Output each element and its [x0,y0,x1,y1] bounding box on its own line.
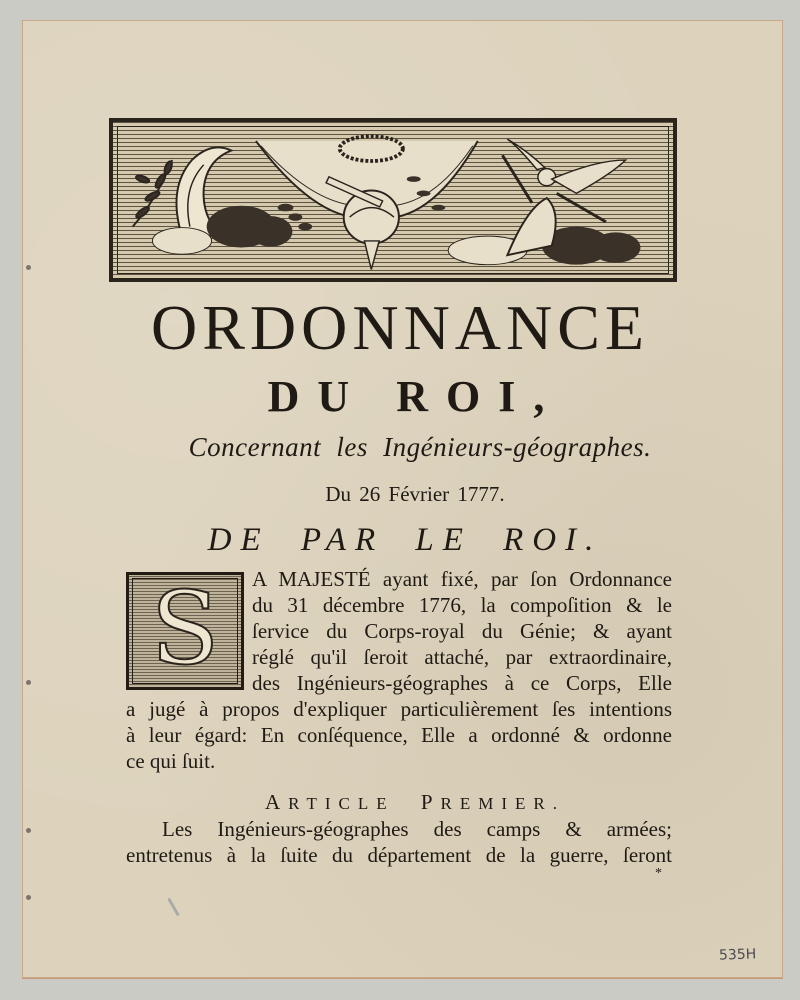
preamble-line: à leur égard: En conſéquence, Elle a ordonné & ordonne [126,723,672,747]
binding-hole [26,828,31,833]
drop-cap-letter: S [150,570,220,687]
preamble-line: réglé qu'il ſeroit attaché, par extraordinaire, [252,645,672,669]
catchword-mark: * [655,866,662,881]
archive-pencil-number: 535H [718,946,757,964]
header-woodcut-ornament [109,118,677,282]
document-title: ORDONNANCE [151,292,649,363]
binding-hole [26,680,31,685]
decree-heading: DE PAR LE ROI. [207,522,603,558]
preamble-line: des Ingénieurs-géographes à ce Corps, Elle [252,671,672,695]
preamble-paragraph [252,566,672,696]
preamble-line: ce qui ſuit. [126,749,216,773]
preamble-paragraph-continued [126,696,672,774]
article-paragraph [126,816,672,868]
ornament-illustration-icon [113,122,673,278]
preamble-line: du 31 décembre 1776, la compoſition & le [252,593,672,617]
binding-hole [26,895,31,900]
document-subject: Concernant les Ingénieurs-géographes. [188,432,652,462]
document-date: Du 26 Février 1777. [325,482,505,506]
article-line: Les Ingénieurs-géographes des camps & armées; [162,817,672,841]
binding-hole [26,265,31,270]
drop-cap-woodcut [126,572,244,690]
document-subtitle: DU ROI, [267,372,563,421]
article-heading: ARTICLE PREMIER. [264,790,566,814]
article-line: entretenus à la ſuite du département de la guerre, ſeront [126,843,672,867]
preamble-line: ſervice du Corps-royal du Génie; & ayant [252,619,672,643]
preamble-line: a jugé à propos d'expliquer particulièrement ſes intentions [126,697,672,721]
preamble-line: A MAJESTÉ ayant fixé, par ſon Ordonnance [252,567,672,591]
